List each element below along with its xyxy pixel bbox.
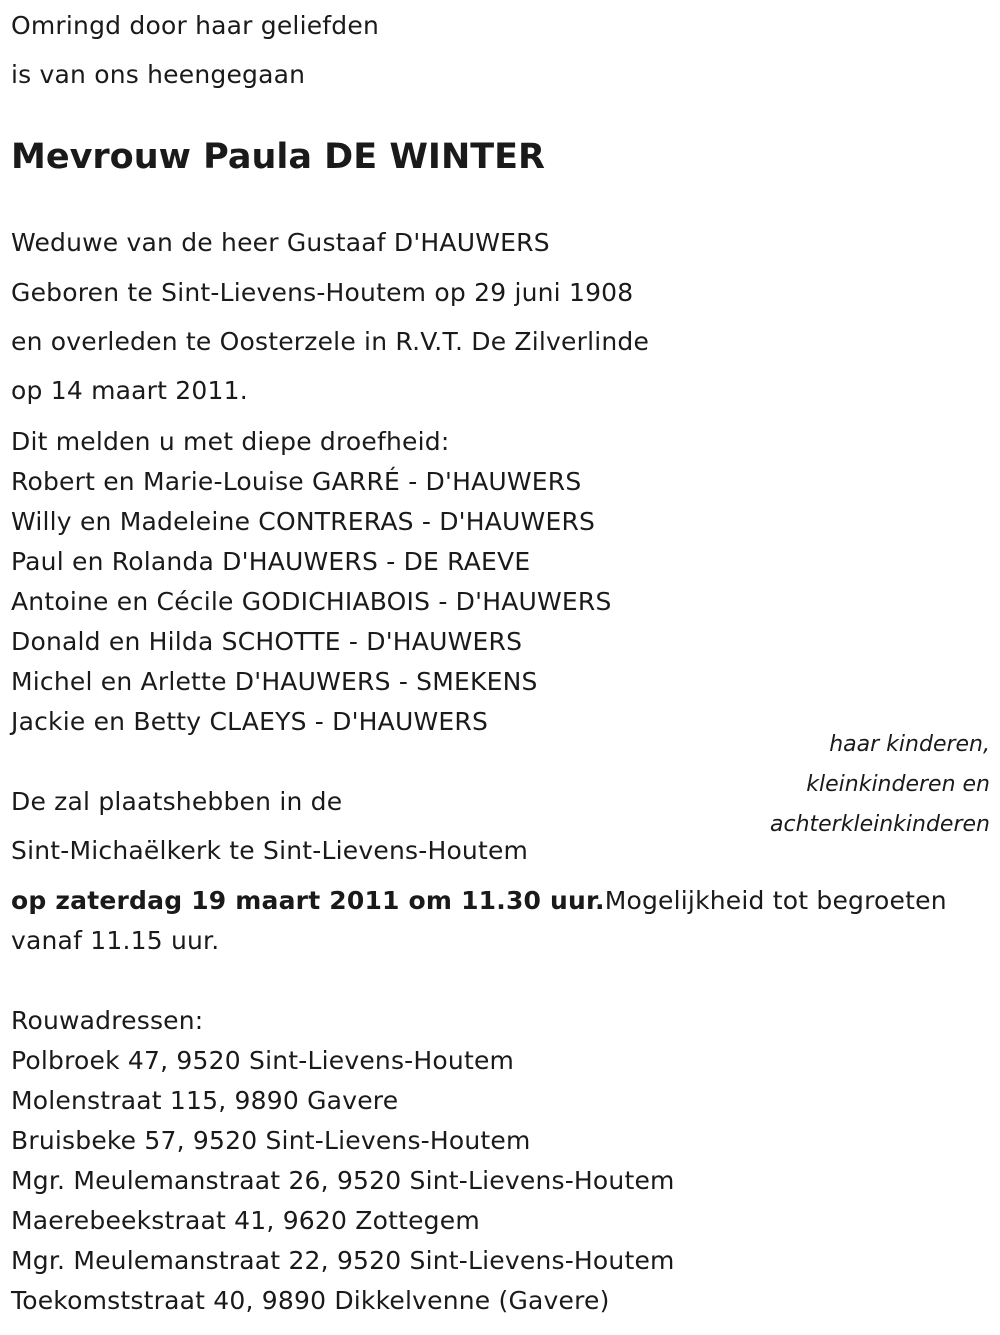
greeting-line-2: vanaf 11.15 uur.	[11, 926, 220, 955]
deceased-name: Mevrouw Paula DE WINTER	[11, 137, 545, 177]
address-item: Polbroek 47, 9520 Sint-Lievens-Houtem	[11, 1046, 515, 1075]
service-line-2: Sint-Michaëlkerk te Sint-Lievens-Houtem	[11, 836, 529, 865]
intro-line-1: Omringd door haar geliefden	[11, 11, 379, 40]
family-member: Paul en Rolanda D'HAUWERS - DE RAEVE	[11, 547, 531, 576]
family-member: Antoine en Cécile GODICHIABOIS - D'HAUWERS	[11, 587, 612, 616]
family-heading: Dit melden u met diepe droefheid:	[11, 427, 450, 456]
service-line-1: De zal plaatshebben in de	[11, 787, 343, 816]
family-note-line: achterkleinkinderen	[770, 812, 990, 837]
family-note-line: haar kinderen,	[829, 732, 990, 757]
death-date-line: op 14 maart 2011.	[11, 376, 248, 405]
born-line: Geboren te Sint-Lievens-Houtem op 29 juni 1908	[11, 278, 634, 307]
service-datetime-line	[11, 886, 947, 916]
address-item: Molenstraat 115, 9890 Gavere	[11, 1086, 399, 1115]
family-member: Willy en Madeleine CONTRERAS - D'HAUWERS	[11, 507, 596, 536]
family-note-line: kleinkinderen en	[806, 772, 990, 797]
greeting-text: Mogelijkheid tot begroeten	[604, 886, 947, 915]
family-member: Michel en Arlette D'HAUWERS - SMEKENS	[11, 667, 538, 696]
intro-line-2: is van ons heengegaan	[11, 60, 306, 89]
family-member: Jackie en Betty CLAEYS - D'HAUWERS	[11, 707, 489, 736]
family-member: Donald en Hilda SCHOTTE - D'HAUWERS	[11, 627, 523, 656]
spouse-line: Weduwe van de heer Gustaaf D'HAUWERS	[11, 228, 550, 257]
family-member: Robert en Marie-Louise GARRÉ - D'HAUWERS	[11, 467, 582, 496]
address-item: Mgr. Meulemanstraat 26, 9520 Sint-Lievens-Houtem	[11, 1166, 675, 1195]
address-item: Toekomststraat 40, 9890 Dikkelvenne (Gavere)	[11, 1286, 610, 1315]
address-item: Mgr. Meulemanstraat 22, 9520 Sint-Lievens-Houtem	[11, 1246, 675, 1275]
address-item: Maerebeekstraat 41, 9620 Zottegem	[11, 1206, 480, 1235]
address-item: Bruisbeke 57, 9520 Sint-Lievens-Houtem	[11, 1126, 531, 1155]
service-datetime: op zaterdag 19 maart 2011 om 11.30 uur.	[11, 886, 605, 915]
addresses-heading: Rouwadressen:	[11, 1006, 204, 1035]
died-line: en overleden te Oosterzele in R.V.T. De Zilverlinde	[11, 327, 650, 356]
